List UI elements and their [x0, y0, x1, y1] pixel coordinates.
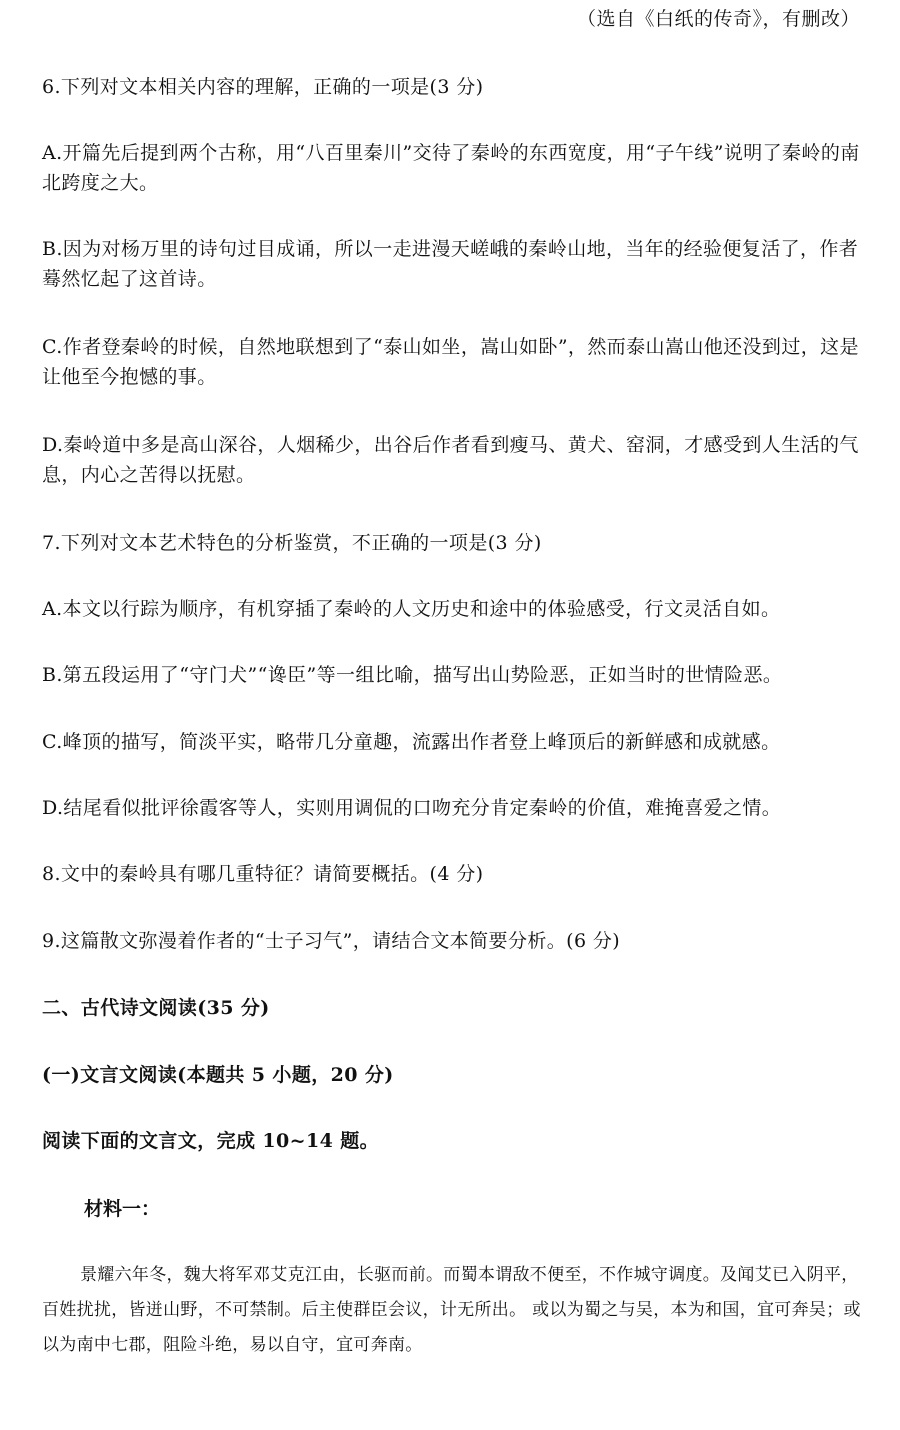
question-6-stem: 6.下列对文本相关内容的理解，正确的一项是(3 分) [42, 76, 484, 98]
reading-instruction: 阅读下面的文言文，完成 10~14 题。 [42, 1130, 380, 1152]
source-note: （选自《白纸的传奇》，有删改） [576, 8, 860, 30]
subsection-heading: (一)文言文阅读(本题共 5 小题，20 分) [42, 1064, 394, 1086]
question-8: 8.文中的秦岭具有哪几重特征？请简要概括。(4 分) [42, 863, 484, 885]
question-6-option-a: A.开篇先后提到两个古称，用“八百里秦川”交待了秦岭的东西宽度，用“子午线”说明了秦岭的南北跨度之大。 [42, 142, 860, 194]
question-9: 9.这篇散文弥漫着作者的“士子习气”，请结合文本简要分析。(6 分) [42, 930, 621, 952]
question-6-option-c: C.作者登秦岭的时候，自然地联想到了“泰山如坐，嵩山如卧”，然而泰山嵩山他还没到过，这是让他至今抱憾的事。 [42, 336, 859, 388]
question-7-option-b: B.第五段运用了“守门犬”“谗臣”等一组比喻，描写出山势险恶，正如当时的世情险恶。 [42, 664, 783, 686]
question-7-stem: 7.下列对文本艺术特色的分析鉴赏，不正确的一项是(3 分) [42, 532, 542, 554]
question-6-option-d: D.秦岭道中多是高山深谷，人烟稀少，出谷后作者看到瘦马、黄犬、窑洞，才感受到人生活的气息，内心之苦得以抚慰。 [42, 434, 859, 486]
section-heading: 二、古代诗文阅读(35 分) [42, 997, 270, 1019]
question-7-option-c: C.峰顶的描写，简淡平实，略带几分童趣，流露出作者登上峰顶后的新鲜感和成就感。 [42, 731, 781, 753]
question-7-option-a: A.本文以行踪为顺序，有机穿插了秦岭的人文历史和途中的体验感受，行文灵活自如。 [42, 598, 781, 620]
material-label: 材料一： [84, 1198, 161, 1220]
question-6-option-b: B.因为对杨万里的诗句过目成诵，所以一走进漫天嵯峨的秦岭山地，当年的经验便复活了，作者蓦然忆起了这首诗。 [42, 238, 859, 290]
classical-passage: 景耀六年冬，魏大将军邓艾克江由，长驱而前。而蜀本谓敌不便至，不作城守调度。及闻艾已入阴平，百姓扰扰，皆迸山野，不可禁制。后主使群臣会议，计无所出。 或以为蜀之与吴，本为和国，宜可奔吴；或以为南中七郡，阻险斗绝，易以自守，宜可奔南。 [42, 1265, 861, 1355]
question-7-option-d: D.结尾看似批评徐霞客等人，实则用调侃的口吻充分肯定秦岭的价值，难掩喜爱之情。 [42, 797, 782, 819]
